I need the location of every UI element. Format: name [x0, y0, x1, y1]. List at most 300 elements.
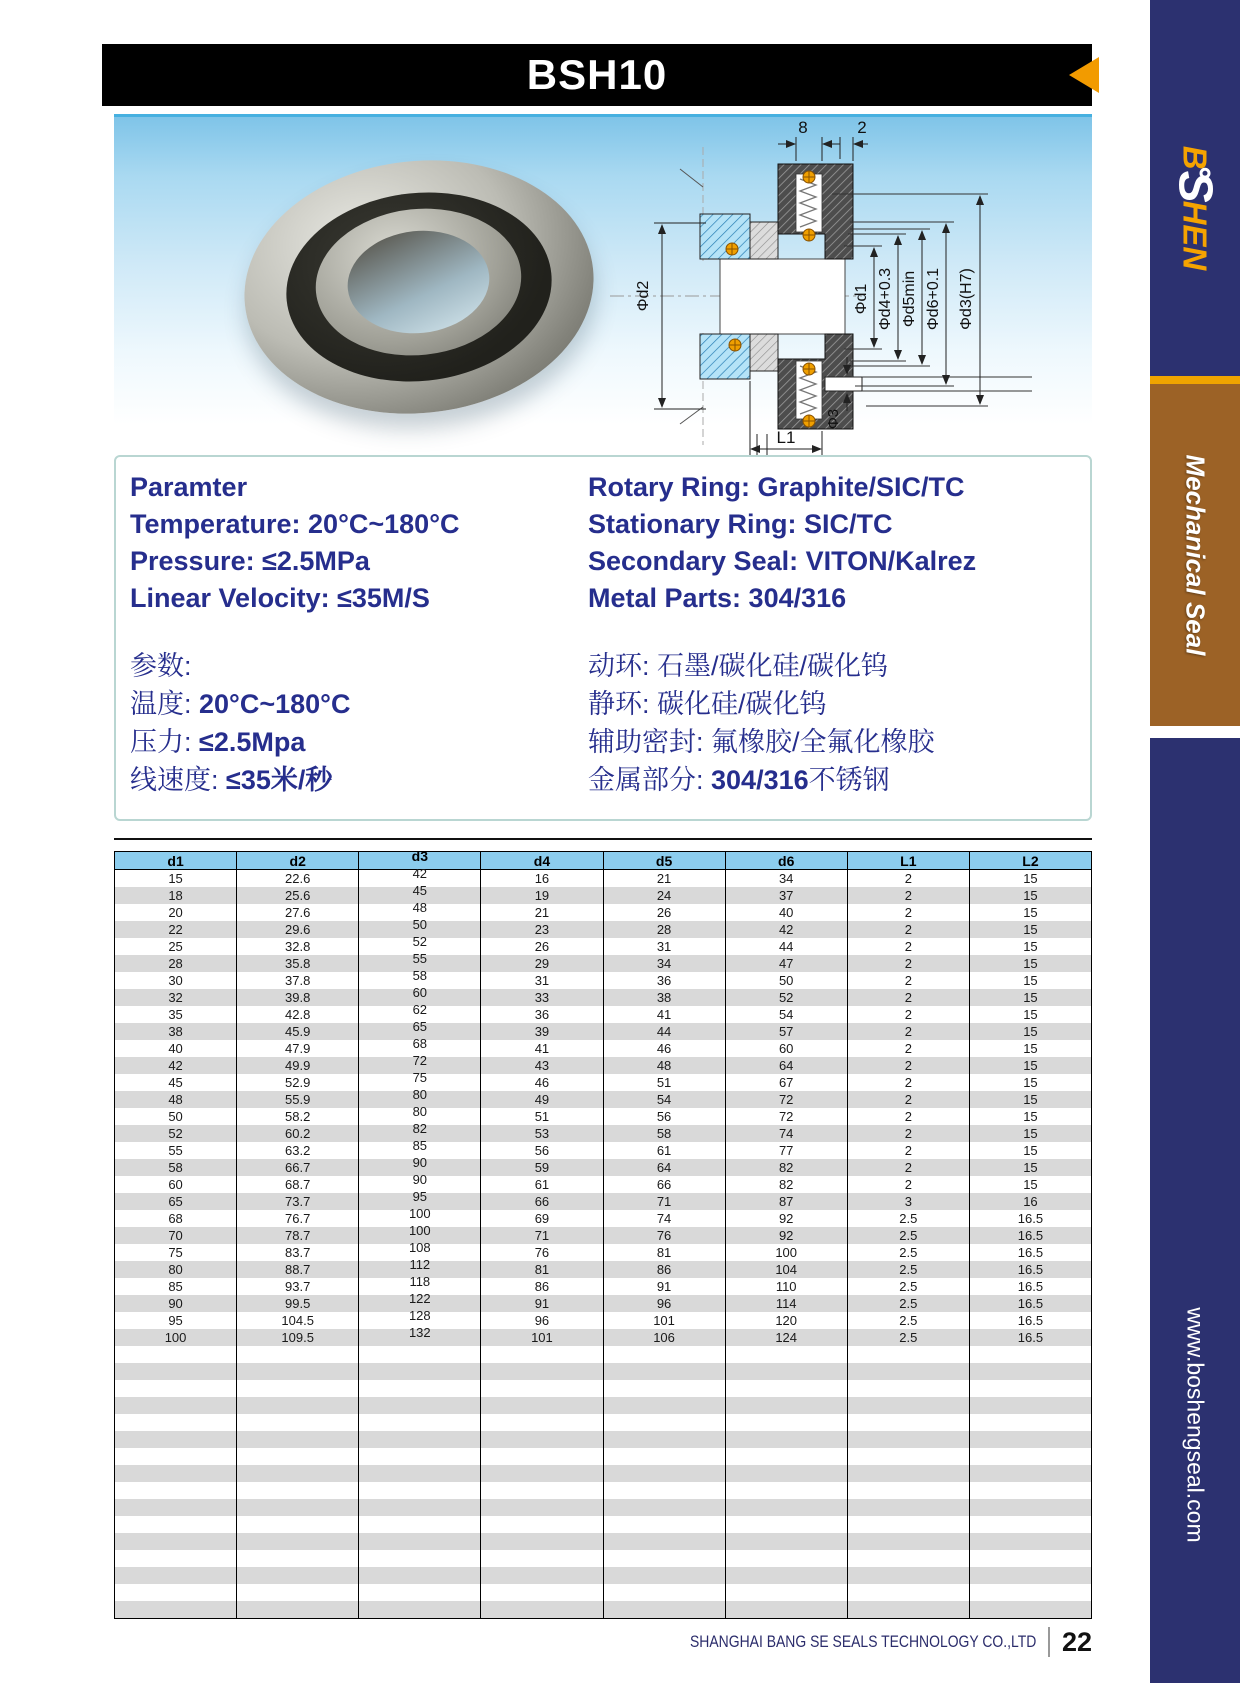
table-cell	[847, 1533, 969, 1550]
table-cell: 16.5	[969, 1210, 1091, 1227]
table-cell	[969, 1533, 1091, 1550]
table-cell: 28	[115, 955, 237, 972]
table-cell	[725, 1482, 847, 1499]
table-cell: 82	[359, 1125, 481, 1142]
table-cell: 2	[847, 1108, 969, 1125]
table-cell	[969, 1567, 1091, 1584]
table-empty-row	[115, 1448, 1092, 1465]
table-cell	[481, 1567, 603, 1584]
table-cell: 74	[603, 1210, 725, 1227]
dim-d4-label: Φd4+0.3	[877, 267, 894, 331]
table-row	[115, 1278, 1092, 1295]
table-row	[115, 1227, 1092, 1244]
table-cell	[725, 1533, 847, 1550]
table-cell	[481, 1397, 603, 1414]
dim-2-label: 2	[857, 118, 867, 137]
table-cell	[115, 1499, 237, 1516]
table-cell	[115, 1431, 237, 1448]
table-cell: 75	[115, 1244, 237, 1261]
table-cell	[725, 1363, 847, 1380]
table-cell: 35.8	[237, 955, 359, 972]
table-column-header: L2	[969, 852, 1091, 870]
table-cell: 15	[969, 1125, 1091, 1142]
sidebar-gap	[1150, 726, 1240, 738]
table-cell	[359, 1550, 481, 1567]
table-cell: 2	[847, 870, 969, 888]
dim-d2-label: Φd2	[635, 280, 652, 312]
table-cell	[725, 1465, 847, 1482]
table-cell	[725, 1414, 847, 1431]
table-cell	[725, 1516, 847, 1533]
table-cell: 50	[725, 972, 847, 989]
table-cell: 59	[481, 1159, 603, 1176]
table-empty-row	[115, 1533, 1092, 1550]
table-cell: 101	[481, 1329, 603, 1346]
table-cell	[847, 1380, 969, 1397]
table-cell: 43	[481, 1057, 603, 1074]
table-cell: 16.5	[969, 1261, 1091, 1278]
table-cell: 26	[603, 904, 725, 921]
table-cell: 2.5	[847, 1312, 969, 1329]
table-cell: 55	[359, 955, 481, 972]
table-empty-row	[115, 1567, 1092, 1584]
table-cell: 16.5	[969, 1312, 1091, 1329]
table-cell	[969, 1414, 1091, 1431]
table-cell	[969, 1465, 1091, 1482]
table-cell: 45.9	[237, 1023, 359, 1040]
table-cell: 114	[725, 1295, 847, 1312]
table-cell: 108	[359, 1244, 481, 1261]
table-cell: 29	[481, 955, 603, 972]
left-arrow-icon	[1069, 57, 1099, 93]
table-cell	[847, 1363, 969, 1380]
table-cell	[481, 1431, 603, 1448]
table-cell: 16.5	[969, 1244, 1091, 1261]
table-cell: 15	[969, 972, 1091, 989]
table-cell: 48	[115, 1091, 237, 1108]
table-cell: 30	[115, 972, 237, 989]
table-cell: 47.9	[237, 1040, 359, 1057]
table-cell	[969, 1499, 1091, 1516]
table-row	[115, 972, 1092, 989]
table-cell: 31	[603, 938, 725, 955]
table-cell: 56	[603, 1108, 725, 1125]
table-cell	[359, 1346, 481, 1363]
table-cell: 91	[481, 1295, 603, 1312]
table-cell: 95	[115, 1312, 237, 1329]
table-cell	[481, 1499, 603, 1516]
dim-phi3-label: Φ3	[825, 408, 842, 430]
table-cell: 2.5	[847, 1295, 969, 1312]
table-row	[115, 1244, 1092, 1261]
table-row	[115, 1142, 1092, 1159]
table-column-header: d3	[359, 852, 481, 870]
table-cell	[603, 1516, 725, 1533]
table-cell	[969, 1363, 1091, 1380]
logo-letters-hen: HEN	[1177, 200, 1214, 271]
table-cell: 54	[603, 1091, 725, 1108]
table-cell	[969, 1431, 1091, 1448]
table-cell: 76	[603, 1227, 725, 1244]
table-cell	[237, 1533, 359, 1550]
table-cell: 2	[847, 1142, 969, 1159]
table-cell: 2	[847, 1023, 969, 1040]
table-row	[115, 1057, 1092, 1074]
table-cell: 66.7	[237, 1159, 359, 1176]
table-cell: 81	[603, 1244, 725, 1261]
table-cell	[603, 1397, 725, 1414]
table-row	[115, 1125, 1092, 1142]
table-cell	[969, 1448, 1091, 1465]
table-cell: 2	[847, 1176, 969, 1193]
table-cell: 61	[603, 1142, 725, 1159]
table-row	[115, 1091, 1092, 1108]
table-cell	[847, 1465, 969, 1482]
table-cell: 2.5	[847, 1244, 969, 1261]
table-cell: 60	[725, 1040, 847, 1057]
header-bar	[102, 44, 1092, 106]
parameter-line-cn: 线速度: ≤35米/秒	[130, 765, 333, 795]
parameter-line-cn: 静环: 碳化硅/碳化钨	[588, 689, 827, 719]
table-empty-row	[115, 1601, 1092, 1618]
table-cell: 15	[969, 1006, 1091, 1023]
table-cell: 52.9	[237, 1074, 359, 1091]
table-cell: 15	[969, 887, 1091, 904]
table-cell: 58.2	[237, 1108, 359, 1125]
table-top-rule	[114, 838, 1092, 840]
table-cell: 23	[481, 921, 603, 938]
table-cell: 2	[847, 1006, 969, 1023]
table-cell: 2	[847, 1091, 969, 1108]
table-cell: 40	[725, 904, 847, 921]
table-cell	[481, 1516, 603, 1533]
table-row	[115, 1261, 1092, 1278]
table-row	[115, 1159, 1092, 1176]
table-cell: 120	[725, 1312, 847, 1329]
table-cell: 100	[359, 1210, 481, 1227]
table-cell: 31	[481, 972, 603, 989]
table-cell: 42.8	[237, 1006, 359, 1023]
table-cell	[115, 1380, 237, 1397]
parameter-line-en: Rotary Ring: Graphite/SIC/TC	[588, 472, 965, 502]
table-cell	[847, 1448, 969, 1465]
table-cell: 52	[359, 938, 481, 955]
table-cell	[359, 1601, 481, 1618]
table-cell	[603, 1346, 725, 1363]
table-cell	[359, 1431, 481, 1448]
parameter-line-cn: 温度: 20°C~180°C	[130, 689, 351, 719]
table-cell: 68.7	[237, 1176, 359, 1193]
sidebar-orange-divider	[1150, 376, 1240, 384]
page-number: 22	[1061, 1626, 1092, 1657]
table-cell: 16.5	[969, 1278, 1091, 1295]
table-cell	[481, 1380, 603, 1397]
table-cell	[847, 1601, 969, 1618]
table-cell: 48	[603, 1057, 725, 1074]
table-row	[115, 1023, 1092, 1040]
table-cell: 72	[725, 1091, 847, 1108]
table-cell	[115, 1601, 237, 1618]
table-cell: 2	[847, 887, 969, 904]
table-cell: 72	[359, 1057, 481, 1074]
table-cell: 15	[969, 955, 1091, 972]
table-cell	[237, 1414, 359, 1431]
table-empty-row	[115, 1346, 1092, 1363]
table-cell: 81	[481, 1261, 603, 1278]
table-cell: 3	[847, 1193, 969, 1210]
parameter-line-en: Pressure: ≤2.5MPa	[130, 546, 370, 576]
logo-ring-icon	[1200, 168, 1211, 179]
table-cell: 21	[481, 904, 603, 921]
table-cell	[969, 1584, 1091, 1601]
table-cell: 15	[969, 1091, 1091, 1108]
table-row	[115, 1074, 1092, 1091]
table-cell	[725, 1431, 847, 1448]
table-cell: 32	[115, 989, 237, 1006]
table-cell	[603, 1550, 725, 1567]
brand-logo	[1150, 118, 1240, 298]
table-cell	[603, 1584, 725, 1601]
table-cell: 70	[115, 1227, 237, 1244]
table-cell: 44	[603, 1023, 725, 1040]
table-cell: 16.5	[969, 1329, 1091, 1346]
table-cell	[359, 1397, 481, 1414]
table-cell: 93.7	[237, 1278, 359, 1295]
table-cell	[115, 1414, 237, 1431]
media-box	[114, 114, 1092, 447]
table-cell: 92	[725, 1227, 847, 1244]
table-cell: 2	[847, 1159, 969, 1176]
parameter-line-en: Paramter	[130, 472, 248, 502]
table-empty-row	[115, 1482, 1092, 1499]
table-cell: 55.9	[237, 1091, 359, 1108]
table-cell: 54	[725, 1006, 847, 1023]
table-cell: 58	[603, 1125, 725, 1142]
table-cell	[359, 1533, 481, 1550]
table-cell: 65	[359, 1023, 481, 1040]
table-cell: 64	[603, 1159, 725, 1176]
table-cell: 100	[725, 1244, 847, 1261]
table-cell	[603, 1431, 725, 1448]
table-cell: 77	[725, 1142, 847, 1159]
table-cell: 67	[725, 1074, 847, 1091]
table-cell: 15	[969, 1108, 1091, 1125]
table-cell: 82	[725, 1159, 847, 1176]
table-cell	[481, 1584, 603, 1601]
table-cell: 52	[725, 989, 847, 1006]
table-cell	[969, 1516, 1091, 1533]
table-row	[115, 1176, 1092, 1193]
table-empty-row	[115, 1584, 1092, 1601]
table-cell: 76	[481, 1244, 603, 1261]
spec-table-wrap	[114, 847, 1092, 1619]
table-cell: 29.6	[237, 921, 359, 938]
table-cell: 124	[725, 1329, 847, 1346]
logo-letter-b: B	[1177, 145, 1214, 170]
table-cell	[237, 1448, 359, 1465]
table-cell: 36	[603, 972, 725, 989]
table-cell: 2	[847, 938, 969, 955]
parameter-line-en: Stationary Ring: SIC/TC	[588, 509, 893, 539]
table-cell: 15	[969, 989, 1091, 1006]
stationary-seat-upper	[700, 214, 750, 259]
table-cell: 50	[359, 921, 481, 938]
table-row	[115, 955, 1092, 972]
table-cell: 80	[359, 1108, 481, 1125]
table-cell	[481, 1533, 603, 1550]
product-photo	[224, 145, 624, 435]
table-cell: 2	[847, 955, 969, 972]
table-cell: 86	[603, 1261, 725, 1278]
table-cell	[603, 1499, 725, 1516]
website-url: www.boshengseal.com	[1182, 1307, 1209, 1543]
parameter-line-en: Linear Velocity: ≤35M/S	[130, 583, 430, 613]
dim-d5-label: Φd5min	[901, 270, 918, 328]
stationary-seat-lower	[700, 334, 750, 379]
table-cell: 82	[725, 1176, 847, 1193]
table-cell: 60	[359, 989, 481, 1006]
table-cell	[481, 1482, 603, 1499]
dim-d1-label: Φd1	[853, 283, 870, 315]
table-cell	[725, 1550, 847, 1567]
table-cell	[237, 1346, 359, 1363]
parameter-line-cn: 辅助密封: 氟橡胶/全氟化橡胶	[588, 727, 935, 757]
table-empty-row	[115, 1414, 1092, 1431]
table-cell: 104.5	[237, 1312, 359, 1329]
table-cell: 104	[725, 1261, 847, 1278]
table-cell: 112	[359, 1261, 481, 1278]
seal-outer-ring	[232, 143, 606, 430]
table-cell	[359, 1516, 481, 1533]
table-cell	[237, 1431, 359, 1448]
table-cell	[359, 1499, 481, 1516]
table-cell	[481, 1448, 603, 1465]
table-row	[115, 1040, 1092, 1057]
parameter-line-cn: 压力: ≤2.5Mpa	[130, 727, 306, 757]
table-cell	[969, 1601, 1091, 1618]
table-row	[115, 1108, 1092, 1125]
table-cell: 90	[115, 1295, 237, 1312]
table-cell: 96	[481, 1312, 603, 1329]
technical-drawing	[600, 119, 1080, 471]
table-cell: 95	[359, 1193, 481, 1210]
table-cell	[237, 1363, 359, 1380]
table-column-header: d2	[237, 852, 359, 870]
table-cell	[847, 1431, 969, 1448]
table-cell: 2	[847, 972, 969, 989]
table-cell	[603, 1567, 725, 1584]
parameter-line-cn: 动环: 石墨/碳化硅/碳化钨	[588, 651, 889, 681]
shaft-section	[720, 259, 845, 334]
table-cell: 2	[847, 904, 969, 921]
dim-8-label: 8	[798, 118, 808, 137]
table-cell: 62	[359, 1006, 481, 1023]
table-cell: 86	[481, 1278, 603, 1295]
table-empty-row	[115, 1431, 1092, 1448]
table-cell	[725, 1397, 847, 1414]
table-cell: 87	[725, 1193, 847, 1210]
dimension-table	[114, 847, 1092, 1619]
parameter-line-en: Metal Parts: 304/316	[588, 583, 847, 613]
table-cell: 64	[725, 1057, 847, 1074]
table-cell: 36	[481, 1006, 603, 1023]
table-cell: 40	[115, 1040, 237, 1057]
table-cell: 25	[115, 938, 237, 955]
table-row	[115, 887, 1092, 904]
dim-l1-label: L1	[776, 428, 796, 447]
table-cell	[847, 1584, 969, 1601]
table-cell: 90	[359, 1159, 481, 1176]
table-cell	[725, 1499, 847, 1516]
table-cell: 50	[115, 1108, 237, 1125]
table-cell: 32.8	[237, 938, 359, 955]
table-cell	[237, 1584, 359, 1601]
parameters-right-column	[588, 469, 976, 799]
table-cell	[847, 1346, 969, 1363]
table-cell	[847, 1567, 969, 1584]
table-cell: 34	[725, 870, 847, 888]
table-cell: 15	[969, 904, 1091, 921]
table-cell: 58	[115, 1159, 237, 1176]
table-row	[115, 1210, 1092, 1227]
table-cell: 25.6	[237, 887, 359, 904]
table-cell	[115, 1363, 237, 1380]
table-cell	[603, 1363, 725, 1380]
table-cell	[115, 1533, 237, 1550]
table-empty-row	[115, 1397, 1092, 1414]
table-cell: 37.8	[237, 972, 359, 989]
table-cell	[115, 1516, 237, 1533]
table-cell: 21	[603, 870, 725, 888]
table-cell	[603, 1380, 725, 1397]
parameter-line-en: Temperature: 20°C~180°C	[130, 509, 460, 539]
table-cell: 15	[969, 1040, 1091, 1057]
table-cell	[359, 1465, 481, 1482]
logo-letter-s: S	[1168, 170, 1222, 203]
table-cell	[603, 1465, 725, 1482]
table-cell: 72	[725, 1108, 847, 1125]
table-cell: 110	[725, 1278, 847, 1295]
table-cell	[969, 1380, 1091, 1397]
table-cell: 2	[847, 1057, 969, 1074]
table-cell: 100	[115, 1329, 237, 1346]
table-cell: 80	[359, 1091, 481, 1108]
table-row	[115, 1329, 1092, 1346]
table-cell: 128	[359, 1312, 481, 1329]
table-row	[115, 1193, 1092, 1210]
table-cell: 15	[969, 921, 1091, 938]
table-cell	[603, 1448, 725, 1465]
table-cell	[969, 1346, 1091, 1363]
table-cell	[115, 1550, 237, 1567]
table-cell	[115, 1465, 237, 1482]
table-cell: 2	[847, 989, 969, 1006]
table-cell: 35	[115, 1006, 237, 1023]
table-cell: 42	[725, 921, 847, 938]
table-cell: 85	[359, 1142, 481, 1159]
table-cell: 15	[969, 1074, 1091, 1091]
table-cell: 48	[359, 904, 481, 921]
table-empty-row	[115, 1465, 1092, 1482]
table-cell: 60.2	[237, 1125, 359, 1142]
table-cell: 27.6	[237, 904, 359, 921]
table-cell	[359, 1448, 481, 1465]
table-empty-row	[115, 1516, 1092, 1533]
table-cell: 52	[115, 1125, 237, 1142]
table-cell	[969, 1397, 1091, 1414]
table-cell	[725, 1448, 847, 1465]
table-cell	[847, 1550, 969, 1567]
